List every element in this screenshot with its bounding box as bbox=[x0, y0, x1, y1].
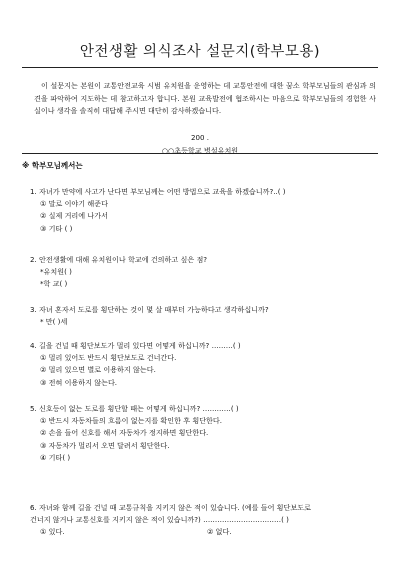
answer-option: ② 없다. bbox=[207, 527, 232, 537]
answer-option: ③ 기타 ( ) bbox=[40, 223, 73, 233]
answer-option: ① 말로 이야기 해준다 bbox=[40, 199, 108, 209]
intro-paragraph: 이 설문지는 본원이 교통안전교육 시범 유치원을 운영하는 데 교통안전에 대한 꿈소 학부모님들의 관심과 의견을 파악하여 지도하는 데 참고하고자 합니다. 본원 교육발전에 협조하시는 마음으로 학부모님들의 경험한 사실이나 생각을 솔직히 대답해 주시면 대단히 감사하겠습니다. bbox=[34, 81, 376, 116]
answer-field-school: *학 교( ) bbox=[40, 279, 68, 289]
answer-option: ① 있다. bbox=[40, 527, 65, 537]
answer-field-kindergarten: *유치원( ) bbox=[40, 267, 72, 277]
answer-option: ④ 기타( ) bbox=[40, 452, 71, 462]
question-text: 3. 자녀 혼자서 도로를 횡단하는 것이 몇 살 때부터 가능하다고 생각하십니까? bbox=[30, 305, 269, 314]
answer-option: ① 멀리 있어도 반드시 횡단보도로 건너간다. bbox=[40, 353, 177, 363]
question-text: 5. 신호등이 없는 도로를 횡단할 때는 어떻게 하십니까? …………( ) bbox=[30, 404, 239, 413]
date-line: 200 . bbox=[190, 133, 210, 142]
answer-option: ① 반드시 자동차들의 흐름이 없는지를 확인한 후 횡단한다. bbox=[40, 416, 223, 426]
question-5 bbox=[30, 403, 239, 464]
answer-option: ③ 자동차가 멀리서 오면 달려서 횡단한다. bbox=[40, 440, 170, 450]
question-3 bbox=[30, 304, 269, 328]
question-text: 6. 자녀와 함께 길을 건널 때 교통규칙을 지키지 않은 적이 있습니다. (예를 들어 횡단보도로 bbox=[30, 503, 311, 512]
answer-option: ② 실제 거리에 나가서 bbox=[40, 211, 108, 221]
answer-option: ② 멀리 있으면 별로 이용하지 않는다. bbox=[40, 365, 156, 375]
school-name: ○○초등학교 병설유치원 bbox=[161, 146, 239, 155]
title-divider bbox=[22, 67, 378, 68]
question-6 bbox=[30, 502, 311, 539]
section-divider bbox=[22, 153, 378, 154]
document-title: 안전생활 의식조사 설문지(학부모용) bbox=[79, 44, 321, 60]
answer-options-row bbox=[30, 526, 311, 538]
question-text: 2. 안전생활에 대해 유치원이나 학교에 건의하고 싶은 점? bbox=[30, 255, 208, 264]
answer-field-age: * 만( )세 bbox=[40, 317, 68, 327]
answer-option: ③ 전혀 이용하지 않는다. bbox=[40, 377, 118, 387]
question-text: 4. 길을 건널 때 횡단보도가 멀리 있다면 어떻게 하십니까? ………( ) bbox=[30, 341, 241, 350]
answer-option: ② 손을 들어 신호를 해서 자동차가 정지하면 횡단한다. bbox=[40, 428, 209, 438]
question-2 bbox=[30, 254, 207, 291]
question-1 bbox=[30, 186, 286, 235]
question-4 bbox=[30, 340, 241, 389]
section-heading: ※ 학부모님께서는 bbox=[22, 161, 83, 170]
question-text: 1. 자녀가 만약에 사고가 난다면 부모님께는 어떤 방법으로 교육을 하겠습니까?..( ) bbox=[30, 187, 286, 196]
question-text-continued: 건너지 않거나 교통신호를 지키지 않은 적이 있습니까?) ……………………………( ) bbox=[30, 515, 289, 525]
